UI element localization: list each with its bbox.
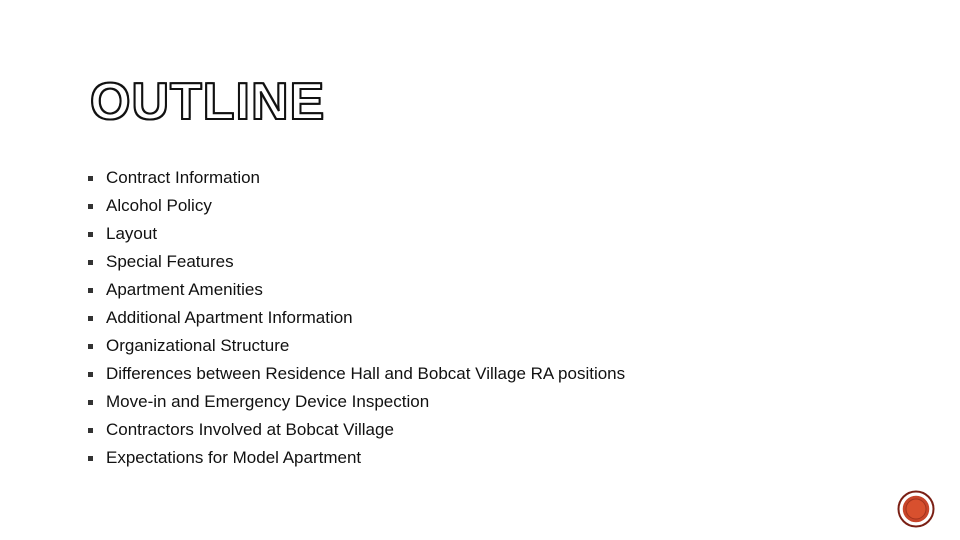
square-bullet-icon	[88, 176, 93, 181]
square-bullet-icon	[88, 344, 93, 349]
square-bullet-icon	[88, 260, 93, 265]
square-bullet-icon	[88, 456, 93, 461]
list-item	[88, 220, 625, 248]
square-bullet-icon	[88, 428, 93, 433]
list-item	[88, 164, 625, 192]
square-bullet-icon	[88, 204, 93, 209]
list-item-label: Expectations for Model Apartment	[106, 448, 362, 467]
square-bullet-icon	[88, 400, 93, 405]
list-item-label: Contract Information	[106, 168, 261, 187]
list-item-label: Differences between Residence Hall and Bobcat Village RA positions	[106, 364, 626, 383]
list-item-label: Layout	[106, 224, 158, 243]
list-item-label: Alcohol Policy	[106, 196, 212, 215]
list-item	[88, 360, 625, 388]
list-item	[88, 248, 625, 276]
list-item	[88, 416, 625, 444]
slide-title: OUTLINE	[90, 73, 326, 131]
circle-badge-icon	[897, 490, 935, 528]
square-bullet-icon	[88, 372, 93, 377]
list-item-label: Organizational Structure	[106, 336, 290, 355]
list-item-label: Contractors Involved at Bobcat Village	[106, 420, 394, 439]
list-item-label: Special Features	[106, 252, 234, 271]
list-item	[88, 276, 625, 304]
list-item-label: Apartment Amenities	[106, 280, 263, 299]
square-bullet-icon	[88, 316, 93, 321]
list-item	[88, 444, 625, 472]
list-item	[88, 332, 625, 360]
square-bullet-icon	[88, 232, 93, 237]
list-item	[88, 388, 625, 416]
square-bullet-icon	[88, 288, 93, 293]
list-item	[88, 304, 625, 332]
list-item-label: Additional Apartment Information	[106, 308, 353, 327]
list-item	[88, 192, 625, 220]
bullet-list	[88, 164, 625, 472]
list-item-label: Move-in and Emergency Device Inspection	[106, 392, 430, 411]
